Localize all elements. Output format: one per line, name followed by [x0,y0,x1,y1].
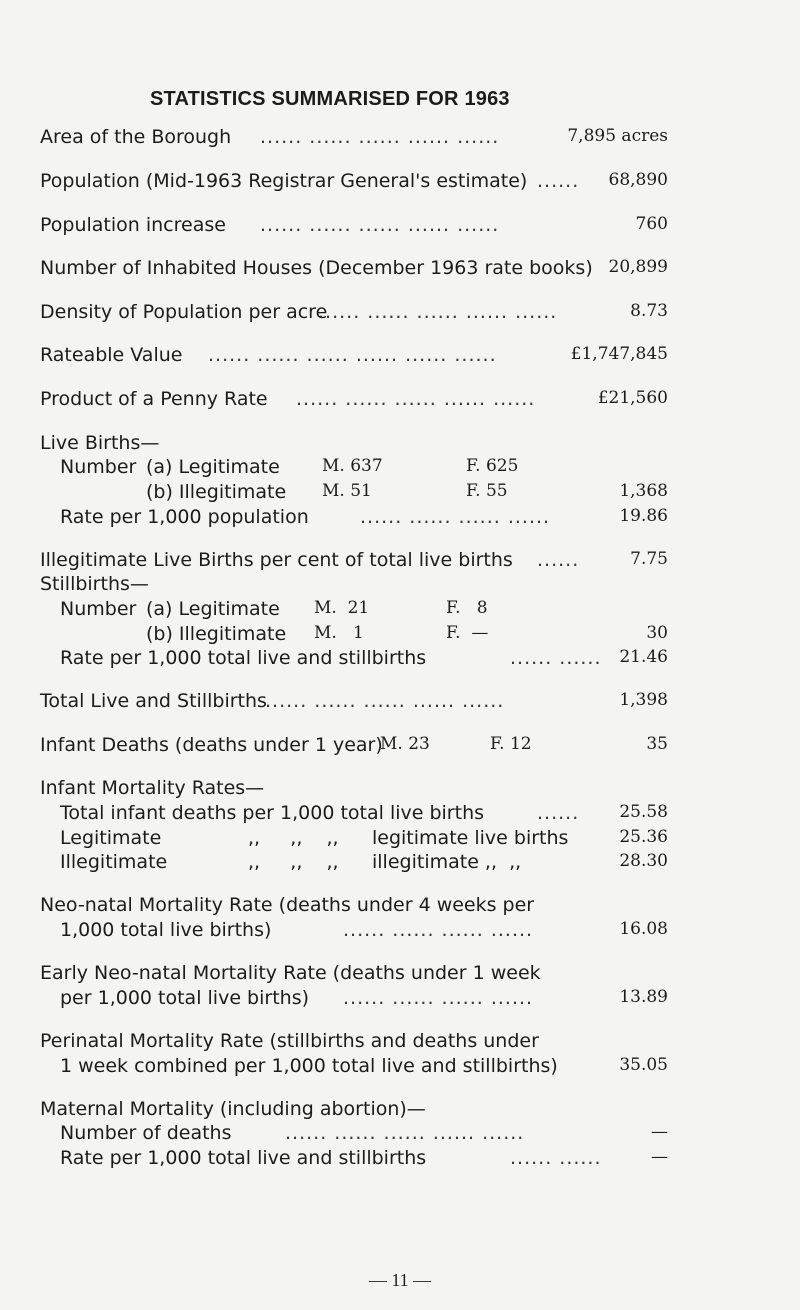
rateable-label: Rateable Value [40,344,183,366]
page-title: STATISTICS SUMMARISED FOR 1963 [150,88,510,110]
stillbirths-illegit-label: (b) Illegitimate [146,623,287,645]
maternal-rate-dots: ...... ...... [510,1147,602,1169]
population-increase-label: Population increase [40,214,226,236]
maternal-rate-value: — [651,1147,668,1167]
maternal-rate-row [0,1147,800,1177]
stillbirths-heading: Stillbirths— [40,573,149,595]
rateable-row [0,344,800,374]
infant-mortality-illegit-tail: illegitimate ,, ,, [372,851,522,873]
perinatal-line2-row [0,1055,800,1085]
early-neonatal-line2-row [0,987,800,1017]
infant-mortality-illegit-marks: ,, ,, ,, [248,851,339,873]
live-births-rate-label: Rate per 1,000 population [60,506,309,528]
total-live-still-value: 1,398 [619,690,668,710]
infant-mortality-legit-label: Legitimate [60,827,162,849]
population-value: 68,890 [608,170,668,190]
live-births-rate-value: 19.86 [619,506,668,526]
maternal-number-value: — [651,1122,668,1142]
density-value: 8.73 [630,301,668,321]
penny-rate-label: Product of a Penny Rate [40,388,268,410]
stillbirths-rate-value: 21.46 [619,647,668,667]
illegit-percent-value: 7.75 [630,549,668,569]
infant-mortality-total-dots: ...... [537,802,580,824]
stillbirths-illegit-m: M. 1 [314,623,364,643]
infant-mortality-legit-marks: ,, ,, ,, [248,827,339,849]
stillbirths-illegit-f: F. — [446,623,489,643]
neonatal-line1: Neo-natal Mortality Rate (deaths under 4 weeks per [40,894,535,916]
neonatal-dots: ...... ...... ...... ...... [343,919,534,941]
neonatal-line2: 1,000 total live births) [60,919,272,941]
population-dots: ...... [537,170,580,192]
live-births-illegit-m: M. 51 [322,481,372,501]
infant-mortality-illegit-row [0,851,800,881]
total-live-still-label: Total Live and Stillbirths [40,690,267,712]
neonatal-line2-row [0,919,800,949]
rateable-value: £1,747,845 [570,344,668,364]
maternal-rate-label: Rate per 1,000 total live and stillbirths [60,1147,427,1169]
stillbirths-legit-label: (a) Legitimate [146,598,280,620]
penny-rate-dots: ...... ...... ...... ...... ...... [296,388,536,410]
infant-mortality-heading: Infant Mortality Rates— [40,777,265,799]
live-births-illegit-f: F. 55 [466,481,508,501]
density-dots: ...... ...... ...... ...... ...... [318,301,558,323]
area-row [0,126,800,156]
population-increase-dots: ...... ...... ...... ...... ...... [260,214,500,236]
perinatal-line1: Perinatal Mortality Rate (stillbirths and deaths under [40,1030,539,1052]
illegit-percent-dots: ...... [537,549,580,571]
maternal-number-dots: ...... ...... ...... ...... ...... [285,1122,525,1144]
perinatal-line2: 1 week combined per 1,000 total live and stillbirths) [60,1055,558,1077]
stillbirths-total: 30 [646,623,668,643]
live-births-rate-row [0,506,800,536]
live-births-legit-f: F. 625 [466,456,519,476]
live-births-number-label: Number [60,456,137,478]
early-neonatal-dots: ...... ...... ...... ...... [343,987,534,1009]
live-births-heading: Live Births— [40,432,160,454]
infant-mortality-illegit-label: Illegitimate [60,851,168,873]
illegit-percent-label: Illegitimate Live Births per cent of total live births [40,549,513,571]
early-neonatal-line2: per 1,000 total live births) [60,987,310,1009]
infant-deaths-value: 35 [646,734,668,754]
stillbirths-number-label: Number [60,598,137,620]
penny-rate-value: £21,560 [597,388,668,408]
houses-value: 20,899 [608,257,668,277]
perinatal-value: 35.05 [619,1055,668,1075]
maternal-number-label: Number of deaths [60,1122,232,1144]
total-live-still-row [0,690,800,720]
infant-mortality-legit-tail: legitimate live births [372,827,569,849]
stillbirths-legit-m: M. 21 [314,598,370,618]
rateable-dots: ...... ...... ...... ...... ...... ...... [208,344,497,366]
stillbirths-legit-f: F. 8 [446,598,488,618]
stillbirths-rate-label: Rate per 1,000 total live and stillbirths [60,647,427,669]
maternal-heading: Maternal Mortality (including abortion)— [40,1098,426,1120]
live-births-legit-label: (a) Legitimate [146,456,280,478]
live-births-total: 1,368 [619,481,668,501]
live-births-legit-m: M. 637 [322,456,383,476]
infant-mortality-legit-value: 25.36 [619,827,668,847]
infant-deaths-label: Infant Deaths (deaths under 1 year) [40,734,383,756]
live-births-rate-dots: ...... ...... ...... ...... [360,506,551,528]
density-label: Density of Population per acre [40,301,328,323]
page-number: — 11 — [368,1270,432,1290]
infant-mortality-total-label: Total infant deaths per 1,000 total live births [60,802,485,824]
houses-row [0,257,800,287]
stillbirths-rate-dots: ...... ...... [510,647,602,669]
density-row [0,301,800,331]
live-births-illegit-label: (b) Illegitimate [146,481,287,503]
early-neonatal-line1: Early Neo-natal Mortality Rate (deaths under 1 week [40,962,541,984]
population-label: Population (Mid-1963 Registrar General's estimate) [40,170,528,192]
population-row [0,170,800,200]
infant-deaths-row [0,734,800,764]
population-increase-row [0,214,800,244]
area-value: 7,895 acres [567,126,668,146]
early-neonatal-value: 13.89 [619,987,668,1007]
population-increase-value: 760 [635,214,668,234]
area-dots: ...... ...... ...... ...... ...... [260,126,500,148]
infant-deaths-m: M. 23 [380,734,430,754]
penny-rate-row [0,388,800,418]
stillbirths-rate-row [0,647,800,677]
infant-mortality-total-value: 25.58 [619,802,668,822]
area-label: Area of the Borough [40,126,232,148]
neonatal-value: 16.08 [619,919,668,939]
infant-mortality-illegit-value: 28.30 [619,851,668,871]
total-live-still-dots: ...... ...... ...... ...... ...... [265,690,505,712]
houses-label: Number of Inhabited Houses (December 1963 rate books) [40,257,593,279]
infant-deaths-f: F. 12 [490,734,532,754]
